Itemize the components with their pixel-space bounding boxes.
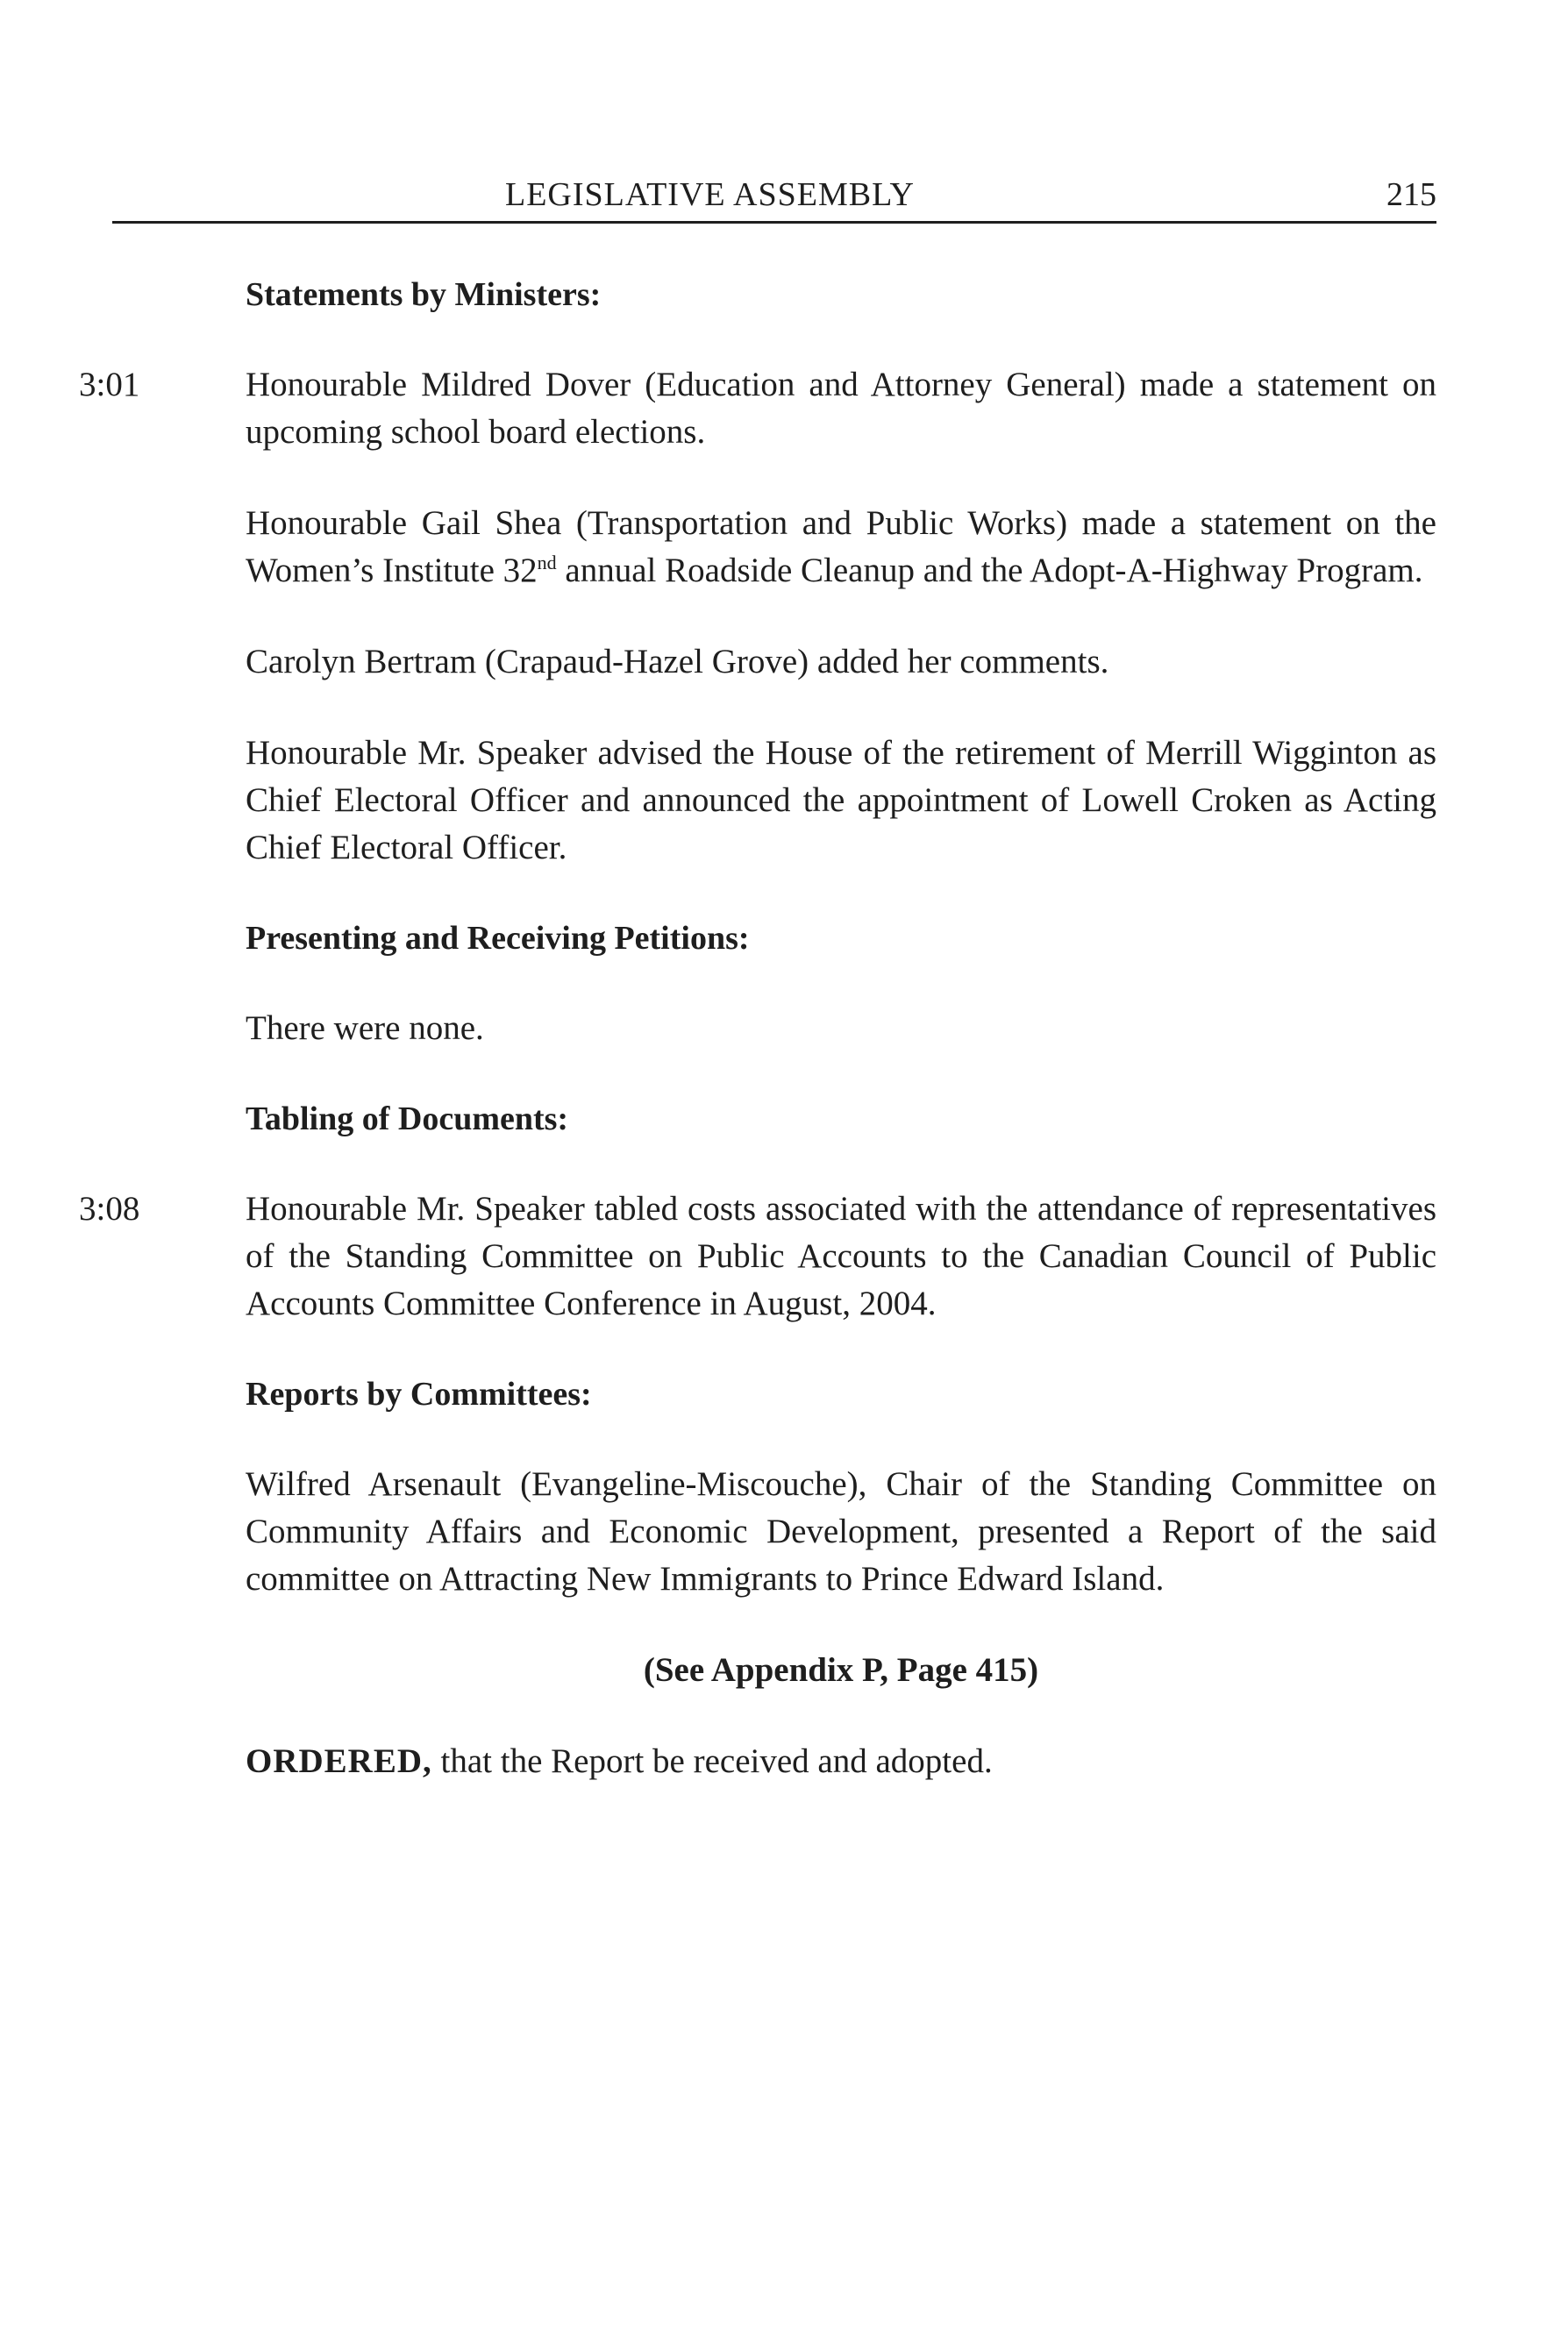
section-heading-statements: Statements by Ministers: xyxy=(246,276,602,313)
paragraph-text: that the Report be received and adopted. xyxy=(431,1742,993,1780)
paragraph-committee-report: Wilfred Arsenault (Evangeline-Miscouche), Chair of the Standing Committee on Community Affairs and Economic Development, presented a Report of the said committee on Attracting New Immigrants to Prince Edward Island. xyxy=(246,1465,1436,1598)
appendix-reference: (See Appendix P, Page 415) xyxy=(643,1651,1039,1689)
ordered-label: ORDERED, xyxy=(246,1742,432,1780)
paragraph-petitions-none: There were none. xyxy=(246,1009,484,1047)
section-heading-tabling: Tabling of Documents: xyxy=(246,1100,569,1137)
time-marker: 3:08 xyxy=(79,1190,140,1228)
section-heading-petitions: Presenting and Receiving Petitions: xyxy=(246,920,750,957)
paragraph-bertram-comments: Carolyn Bertram (Crapaud-Hazel Grove) added her comments. xyxy=(246,643,1109,680)
paragraph-shea-statement xyxy=(246,500,1436,595)
paragraph-text: annual Roadside Cleanup and the Adopt-A-Highway Program. xyxy=(556,552,1423,589)
document-body xyxy=(79,272,1436,1829)
paragraph-text: Honourable Mildred Dover (Education and Attorney General) made a statement on upcoming school board elections. xyxy=(246,366,1436,451)
paragraph-dover-statement xyxy=(79,361,1436,456)
page-header xyxy=(112,168,1436,223)
paragraph-speaker-announcement: Honourable Mr. Speaker advised the House of the retirement of Merrill Wigginton as Chief Electoral Officer and announced the appointment of Lowell Croken as Acting Chief Electoral Officer. xyxy=(246,734,1436,866)
header-title: LEGISLATIVE ASSEMBLY xyxy=(505,176,915,213)
section-heading-reports: Reports by Committees: xyxy=(246,1376,592,1413)
paragraph-text: Honourable Gail Shea (Transportation and Public Works) made a statement on the Women’s Institute 32 xyxy=(246,504,1436,589)
paragraph-ordered xyxy=(246,1738,1436,1785)
paragraph-text: Honourable Mr. Speaker tabled costs associated with the attendance of representatives of the Standing Committee on Public Accounts to the Canadian Council of Public Accounts Committee Conference in August, 2004. xyxy=(246,1190,1436,1322)
paragraph-tabling-costs xyxy=(79,1186,1436,1328)
time-marker: 3:01 xyxy=(79,366,140,403)
page-number: 215 xyxy=(1386,176,1436,213)
header-rule xyxy=(112,221,1436,224)
ordinal-superscript: nd xyxy=(537,552,557,573)
